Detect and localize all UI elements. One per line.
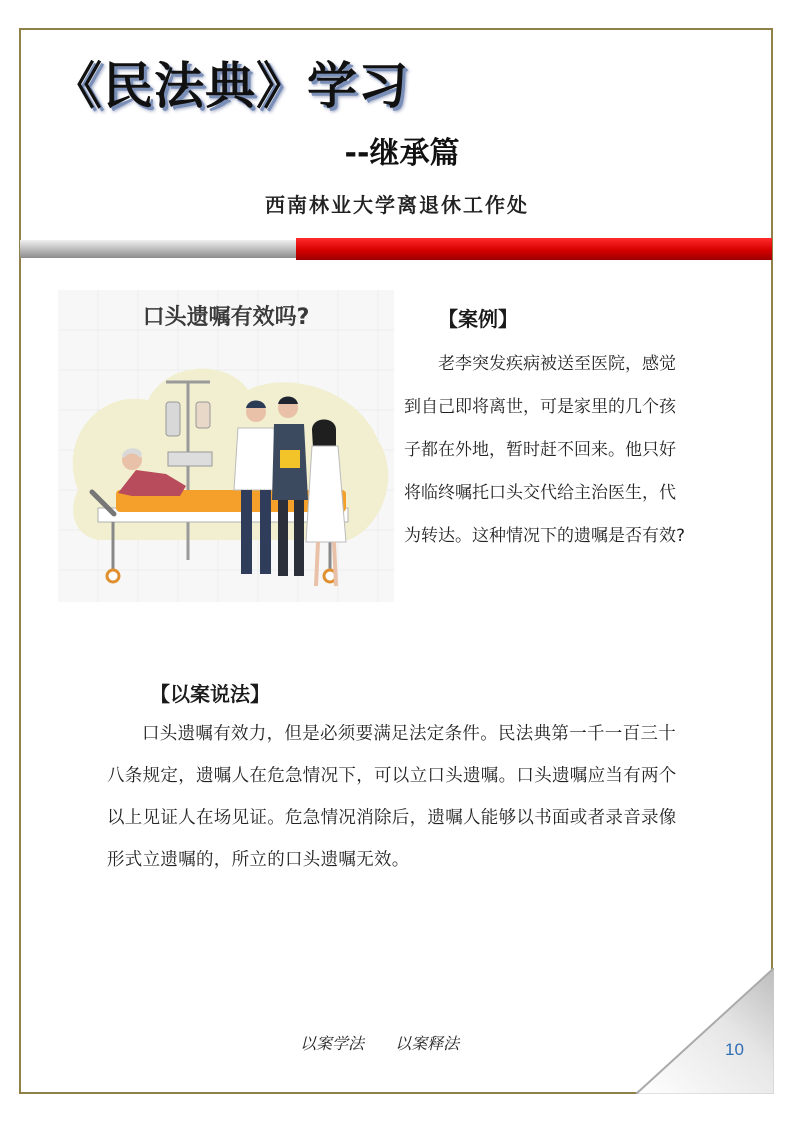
hospital-illustration [58,290,394,602]
page-number: 10 [725,1040,744,1059]
divider-bar [20,238,772,260]
page-title: 《民法典》学习 [52,56,409,115]
case-heading: 【案例】 [438,307,518,331]
law-body: 口头遗嘱有效力，但是必须要满足法定条件。民法典第一千一百三十八条规定，遗嘱人在危急情况下，可以立口头遗嘱。口头遗嘱应当有两个以上见证人在场见证。危急情况消除后，遗嘱人能够以书面或者录音录像形式立遗嘱的，所立的口头遗嘱无效。 [107,724,677,870]
case-body: 老李突发疾病被送至医院，感觉到自己即将离世，可是家里的几个孩子都在外地，暂时赶不回来。他只好将临终嘱托口头交代给主治医生，代为转达。这种情况下的遗嘱是否有效? [404,354,686,546]
page-curl-corner [636,968,774,1094]
organization-name: 西南林业大学离退休工作处 [265,193,529,217]
divider-bar-red [296,238,772,260]
footer-slogan: 以案学法 以案释法 [300,1034,460,1053]
law-heading: 【以案说法】 [150,682,270,706]
page-subtitle: --继承篇 [344,136,460,171]
divider-bar-gray [20,240,296,258]
illustration-heading: 口头遗嘱有效吗? [142,305,310,330]
